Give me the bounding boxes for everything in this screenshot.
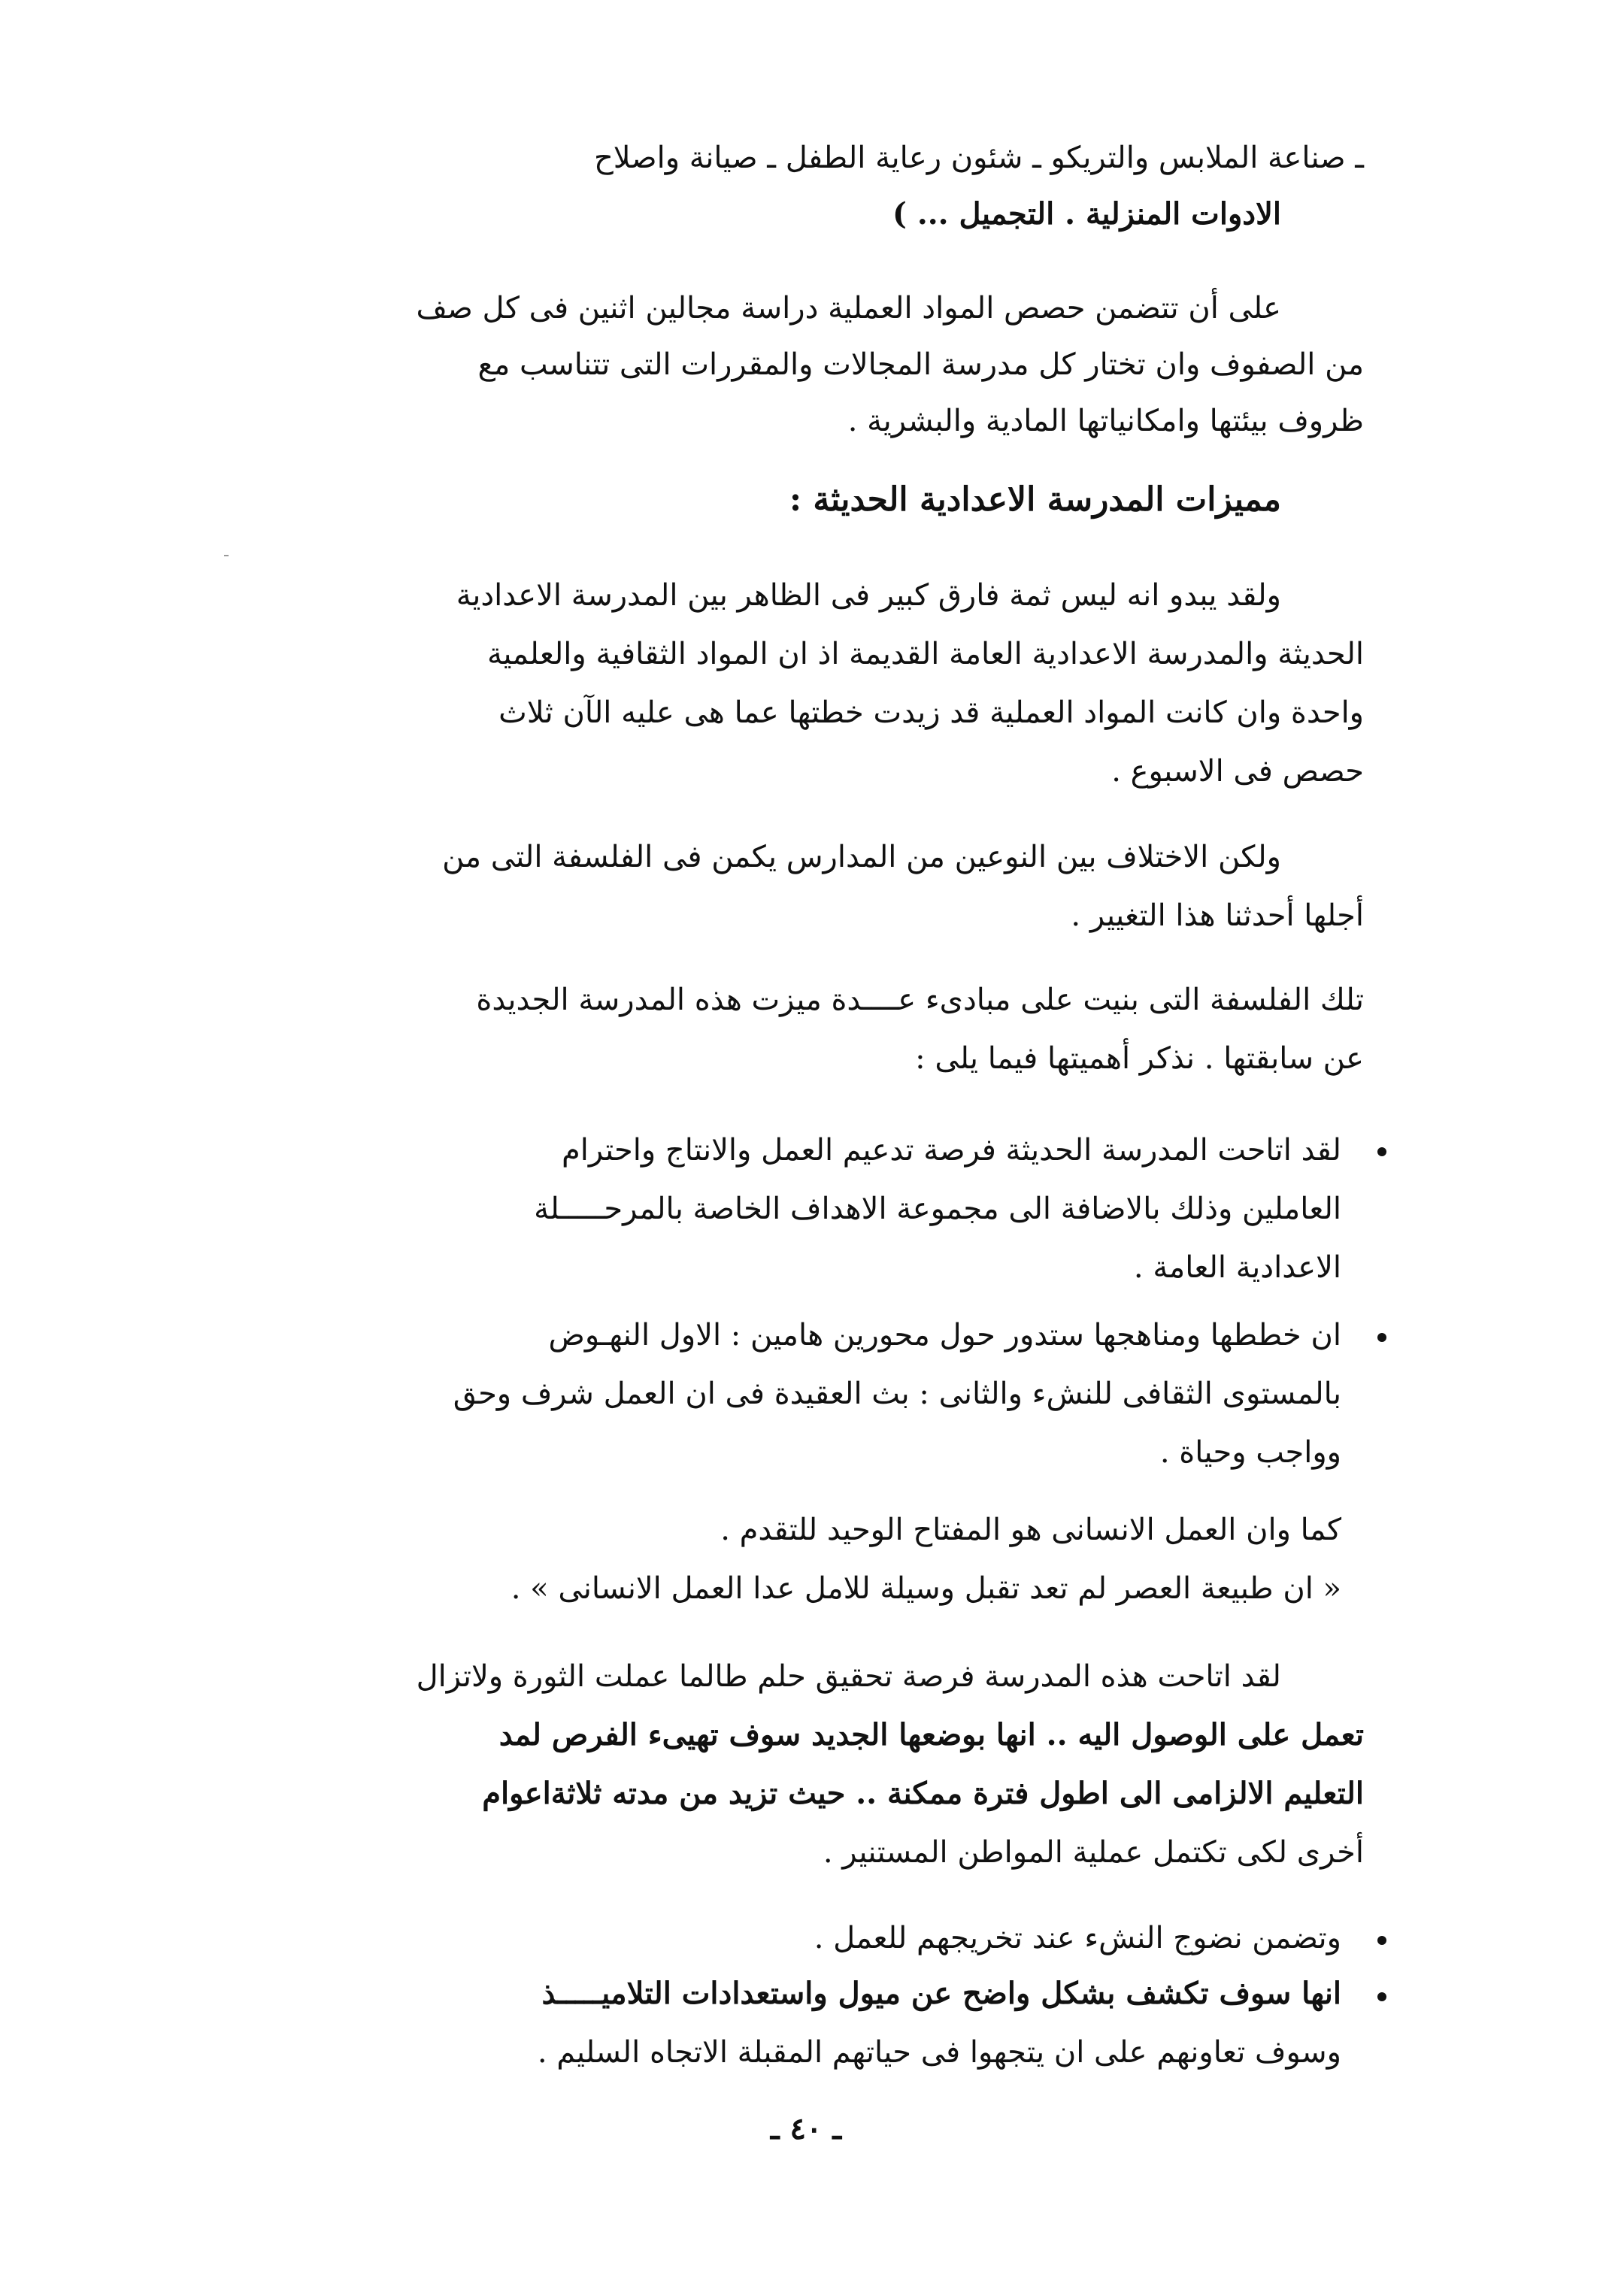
- text-line: وتضمن نضوج النشء عند تخريجهم للعمل .: [814, 1921, 1341, 1955]
- text-line: التعليم الالزامى الى اطول فترة ممكنة .. حيث تزيد من مدته ثلاثةاعوام: [482, 1776, 1364, 1811]
- bullet-icon: [1377, 1147, 1386, 1156]
- text-line: أخرى لكى تكتمل عملية المواطن المستنير .: [823, 1835, 1364, 1870]
- text-line: على أن تتضمن حصص المواد العملية دراسة مجالين اثنين فى كل صف: [416, 291, 1281, 326]
- bullet-icon: [1377, 1333, 1386, 1342]
- text-line: أجلها أحدثنا هذا التغيير .: [1071, 898, 1364, 933]
- text-line: الاعدادية العامة .: [1133, 1250, 1341, 1285]
- text-line: واحدة وان كانت المواد العملية قد زيدت خطتها عما هى عليه الآن ثلاث: [498, 695, 1364, 730]
- text-line: الادوات المنزلية . التجميل ... ): [892, 196, 1281, 232]
- text-line: لقد اتاحت المدرسة الحديثة فرصة تدعيم العمل والانتاج واحترام: [562, 1133, 1341, 1168]
- text-line: وواجب وحياة .: [1159, 1435, 1341, 1470]
- text-line: انها سوف تكشف بشكل واضح عن ميول واستعدادات التلاميـــــذ: [541, 1976, 1341, 2011]
- section-heading: مميزات المدرسة الاعدادية الحديثة :: [789, 480, 1281, 519]
- text-line: حصص فى الاسبوع .: [1111, 754, 1364, 789]
- text-line: تعمل على الوصول اليه .. انها بوضعها الجديد سوف تهيىء الفرص لمد: [498, 1717, 1364, 1752]
- text-line: من الصفوف وان تختار كل مدرسة المجالات والمقررات التى تتناسب مع: [477, 347, 1364, 382]
- text-line: وسوف تعاونهم على ان يتجهوا فى حياتهم المقبلة الاتجاه السليم .: [537, 2035, 1341, 2070]
- scan-mark: [224, 555, 229, 556]
- text-line: كما وان العمل الانسانى هو المفتاح الوحيد للتقدم .: [720, 1513, 1341, 1547]
- text-line: العاملين وذلك بالاضافة الى مجموعة الاهداف الخاصة بالمرحـــــلة: [534, 1192, 1341, 1226]
- text-line: ـ صناعة الملابس والتريكو ـ شئون رعاية الطفل ـ صيانة واصلاح: [593, 141, 1364, 175]
- quote-line: « ان طبيعة العصر لم تعد تقبل وسيلة للامل عدا العمل الانسانى » .: [511, 1571, 1341, 1606]
- page-number: ـ ٤٠ ـ: [770, 2111, 842, 2146]
- text-line: تلك الفلسفة التى بنيت على مبادىء عــــدة ميزت هذه المدرسة الجديدة: [476, 983, 1364, 1017]
- text-line: عن سابقتها . نذكر أهميتها فيما يلى :: [915, 1041, 1364, 1076]
- text-line: ظروف بيئتها وامكانياتها المادية والبشرية .: [847, 404, 1364, 438]
- text-line: ان خططها ومناهجها ستدور حول محورين هامين : الاول النهـوض: [548, 1318, 1341, 1352]
- text-line: ولقد يبدو انه ليس ثمة فارق كبير فى الظاهر بين المدرسة الاعدادية: [456, 578, 1281, 613]
- bullet-icon: [1377, 1992, 1386, 2001]
- bullet-icon: [1377, 1936, 1386, 1945]
- text-line: بالمستوى الثقافى للنشء والثانى : بث العقيدة فى ان العمل شرف وحق: [453, 1377, 1341, 1411]
- text-line: لقد اتاحت هذه المدرسة فرصة تحقيق حلم طالما عملت الثورة ولاتزال: [416, 1659, 1281, 1694]
- text-line: ولكن الاختلاف بين النوعين من المدارس يكمن فى الفلسفة التى من: [442, 840, 1281, 874]
- text-line: الحديثة والمدرسة الاعدادية العامة القديمة اذ ان المواد الثقافية والعلمية: [486, 637, 1364, 671]
